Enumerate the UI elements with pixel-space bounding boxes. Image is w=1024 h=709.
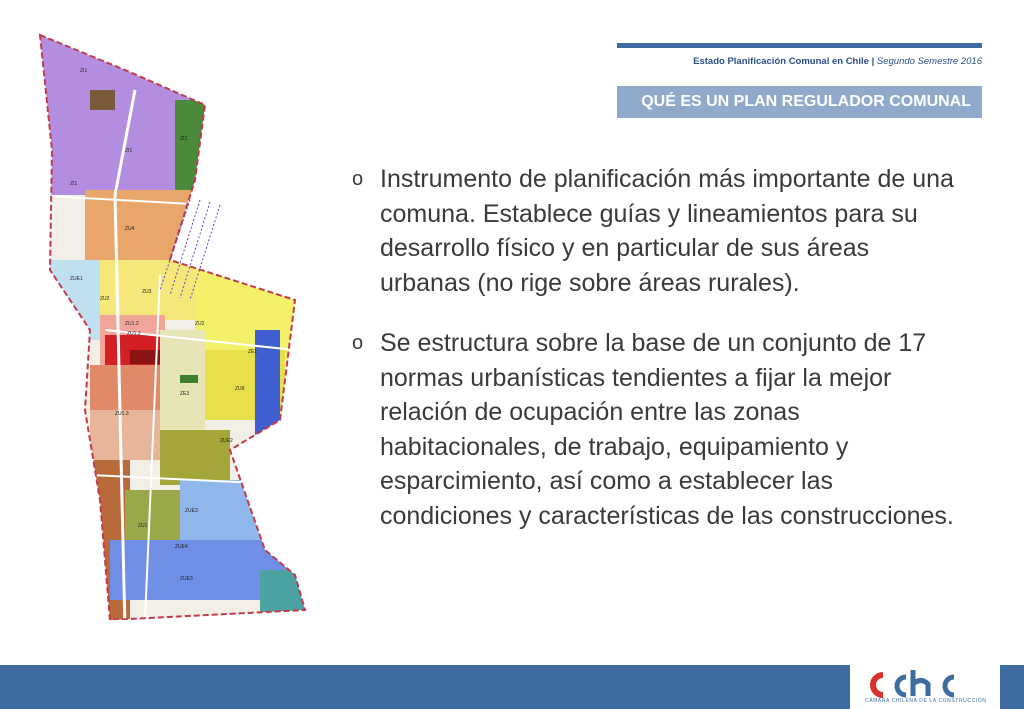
zone-label: ZI1 [80,68,88,74]
zone-label: ZUE4 [175,544,188,550]
bullet-marker: o [352,168,364,190]
zone-label: ZU9 [235,386,245,392]
zone-label: ZUE3 [180,576,193,582]
zone-label: ZI1 [125,148,133,154]
zoning-map-graphic [30,30,330,620]
zone-label: ZUE1 [70,276,83,282]
zone-label: ZU4 [125,226,135,232]
zone-label: ZE3 [180,391,190,397]
zone-label: ZU2 [195,321,205,327]
zone-label: ZUE2 [220,438,233,444]
bullet-list [352,162,962,533]
zone-label: ZU2 [100,296,110,302]
zone-label: ZU3 [142,289,152,295]
zone-label: ZU1 [138,523,148,529]
bullet-text: Instrumento de planificación más importante de una comuna. Establece guías y lineamientos para su desarrollo físico y en particular de sus áreas urbanas (no rige sobre áreas rurales). [380,165,954,297]
zoning-map [30,30,330,620]
logo-caption: CÁMARA CHILENA DE LA CONSTRUCCIÓN [865,698,987,704]
zone-label: ZI1 [70,181,78,187]
header-title [693,56,982,67]
zone-label: ZE1 [248,349,258,355]
header-rule [617,43,982,48]
zone-label: ZI1 [180,136,188,142]
report-period: Segundo Semestre 2016 [876,56,982,67]
bullet-item [352,162,962,300]
zone-label: ZU1.2 [125,321,139,327]
report-title: Estado Planificación Comunal en Chile [693,56,869,67]
zone-label: ZU1.2 [127,331,141,337]
bullet-item [352,326,962,533]
zone-label: ZU1.3 [115,411,129,417]
title-separator: | [871,56,875,67]
cchc-logo-mark [850,665,1000,699]
bullet-text: Se estructura sobre la base de un conjunto de 17 normas urbanísticas tendientes a fijar la mejor relación de ocupación entre las zonas habitacionales, de trabajo, equipamiento y esparcimiento, así como a establecer las condiciones y características de las construcciones. [380,329,954,530]
section-title: QUÉ ES UN PLAN REGULADOR COMUNAL [617,86,982,118]
bullet-marker: o [352,332,364,354]
zone-label: ZUE3 [185,508,198,514]
